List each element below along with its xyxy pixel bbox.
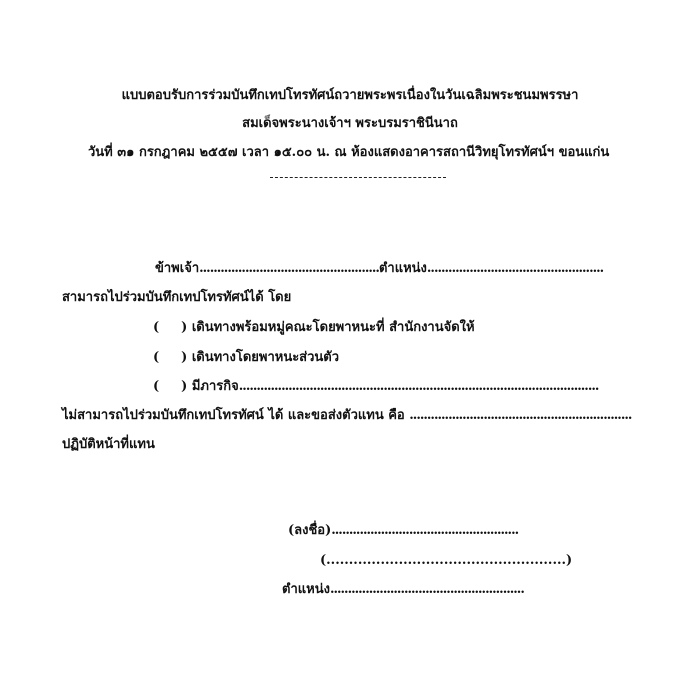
position-field[interactable]: ..................................................	[426, 261, 604, 276]
busy-reason-field[interactable]: ......................................................................................................	[238, 379, 599, 394]
acting-for-label: ปฏิบัติหน้าที่แทน	[62, 437, 155, 452]
option-private-transport-label: เดินทางโดยพาหนะส่วนตัว	[191, 350, 340, 365]
name-row	[155, 261, 603, 277]
signature-field[interactable]: .....................................................	[331, 523, 519, 538]
signature-label: (ลงชื่อ)	[288, 523, 332, 538]
cannot-attend-row	[62, 408, 631, 424]
name-field[interactable]: ...................................................	[199, 261, 379, 276]
option-private-transport[interactable]	[153, 350, 339, 366]
signature-row	[288, 523, 518, 539]
header-divider	[270, 177, 446, 178]
signer-position-label: ตำแหน่ง	[282, 582, 330, 597]
can-attend-label: สามารถไปร่วมบันทึกเทปโทรทัศน์ได้ โดย	[62, 290, 292, 305]
option-busy-label: มีภารกิจ	[191, 379, 239, 394]
option-busy[interactable]	[153, 379, 598, 395]
form-title: แบบตอบรับการร่วมบันทึกเทปโทรทัศน์ถวายพระพรเนื่องในวันเฉลิมพระชนมพรรษา	[121, 88, 579, 103]
signer-position-field[interactable]: .......................................................	[329, 582, 524, 597]
option-company-transport[interactable]	[153, 320, 475, 336]
checkbox-busy[interactable]: ( )	[153, 379, 188, 394]
form-subtitle: สมเด็จพระนางเจ้าฯ พระบรมราชินีนาถ	[242, 116, 458, 131]
checkbox-private-transport[interactable]: ( )	[153, 350, 188, 365]
option-company-transport-label: เดินทางพร้อมหมู่คณะโดยพาหนะที่ สำนักงานจัดให้	[191, 320, 475, 335]
name-label: ข้าพเจ้า	[155, 261, 200, 276]
cannot-attend-label: ไม่สามารถไปร่วมบันทึกเทปโทรทัศน์ ได้ และขอส่งตัวแทน คือ	[62, 408, 405, 423]
signer-position-row	[282, 582, 524, 598]
signer-name-field[interactable]: (.....................................................)	[320, 553, 573, 568]
event-datetime-location: วันที่ ๓๑ กรกฎาคม ๒๕๕๗ เวลา ๑๕.๐๐ น. ณ ห้องแสดงอาคารสถานีวิทยุโทรทัศน์ฯ ขอนแก่น	[88, 145, 610, 160]
representative-field[interactable]: ...............................................................	[409, 408, 632, 423]
position-label: ตำแหน่ง	[378, 261, 427, 276]
checkbox-company-transport[interactable]: ( )	[153, 320, 188, 335]
